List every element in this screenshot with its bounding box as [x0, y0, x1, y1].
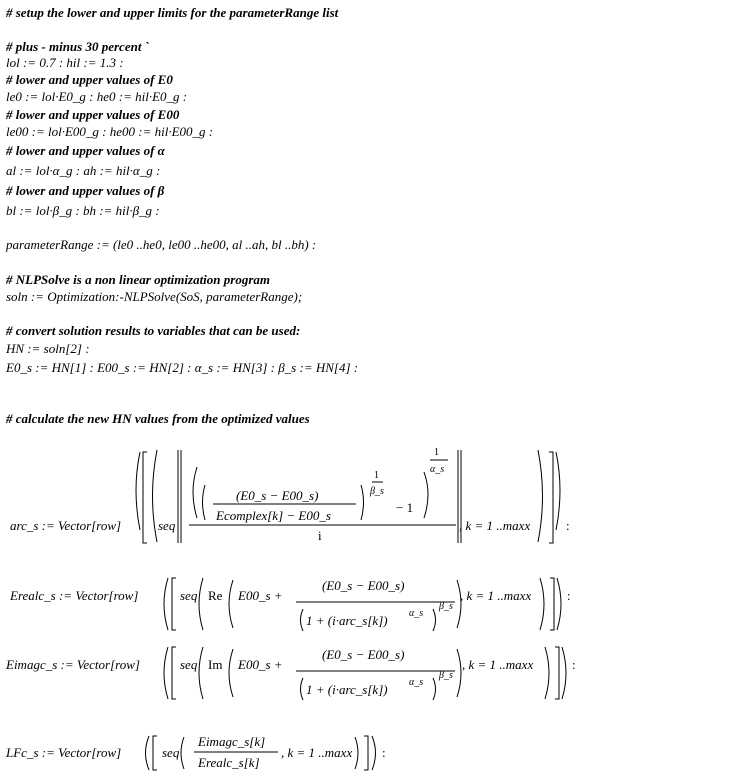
erealc-paren-close [557, 578, 561, 630]
eimagc-exp-beta: β_s [439, 670, 453, 681]
comment-e00: # lower and upper values of E00 [6, 107, 180, 122]
erealc-tail: : [567, 588, 571, 603]
code-parameter-range[interactable]: parameterRange := (le0 ..he0, le00 ..he00, al ..ah, bl ..bh) : [6, 237, 317, 252]
arc-seq-paren-close [538, 450, 543, 542]
lfc-bracket-open [153, 736, 157, 770]
erealc-exp-beta: β_s [439, 601, 453, 612]
erealc-re-paren-open [229, 580, 233, 628]
arc-exp-one-b: 1 [434, 447, 439, 458]
erealc-num: (E0_s − E00_s) [322, 578, 405, 593]
comment-alpha: # lower and upper values of α [6, 143, 165, 158]
eimagc-paren-open [164, 647, 168, 699]
comment-plus-minus: # plus - minus 30 percent ` [6, 39, 150, 54]
eimagc-den-paren-close [433, 678, 436, 700]
lfc-paren-close [372, 736, 376, 770]
eimagc-im-paren-close [457, 649, 461, 697]
erealc-den-paren-close [433, 609, 436, 631]
code-al-ah[interactable]: al := lol·α_g : ah := hil·α_g : [6, 163, 161, 178]
comment-convert: # convert solution results to variables that can be used: [6, 323, 301, 338]
erealc-range: , k = 1 ..maxx [460, 588, 532, 603]
lfc-den: Erealc_s[k] [198, 755, 260, 770]
arc-seq-paren-open [153, 450, 158, 542]
erealc-lhs: Erealc_s := Vector[row] [10, 588, 139, 603]
arc-inner-paren-close [424, 472, 428, 518]
eimagc-range: , k = 1 ..maxx [462, 657, 534, 672]
arc-lhs: arc_s := Vector[row] [10, 518, 122, 533]
erealc-seq: seq [180, 588, 198, 603]
arc-bracket-close [549, 452, 553, 543]
comment-beta: # lower and upper values of β [6, 183, 165, 198]
arc-frac-paren-close [361, 485, 364, 520]
eimagc-exp-alpha: α_s [409, 677, 424, 688]
eimagc-seq-paren-close [545, 647, 549, 699]
eimagc-seq: seq [180, 657, 198, 672]
eimagc-num: (E0_s − E00_s) [322, 647, 405, 662]
eimagc-seq-paren-open [199, 647, 203, 699]
comment-setup-limits: # setup the lower and upper limits for the parameterRange list [6, 5, 339, 20]
arc-tail: : [566, 518, 570, 533]
eimagc-lhs: Eimagc_s := Vector[row] [6, 657, 140, 672]
eimagc-im-paren-open [229, 649, 233, 697]
lfc-lhs: LFc_s := Vector[row] [6, 745, 122, 760]
comment-e0: # lower and upper values of E0 [6, 72, 173, 87]
arc-inner-num: (E0_s − E00_s) [236, 488, 319, 503]
erealc-paren-open [164, 578, 168, 630]
erealc-den-paren-open [301, 609, 304, 631]
erealc-fn: Re [208, 588, 223, 603]
lfc-seq: seq [162, 745, 180, 760]
arc-inner-den: Ecomplex[k] − E00_s [216, 508, 331, 523]
arc-frac-paren-open [203, 485, 206, 520]
comment-nlpsolve: # NLPSolve is a non linear optimization program [6, 272, 271, 287]
lfc-paren-open [146, 736, 150, 770]
erealc-den: 1 + (i·arc_s[k]) [306, 613, 388, 628]
erealc-exp-alpha: α_s [409, 608, 424, 619]
lfc-num: Eimagc_s[k] [198, 734, 266, 749]
arc-bracket-open [143, 452, 147, 543]
code-le00-he00[interactable]: le00 := lol·E00_g : he00 := hil·E00_g : [6, 124, 214, 139]
erealc-bracket-open [172, 578, 176, 630]
erealc-re-paren-close [457, 580, 461, 628]
lfc-tail: : [382, 745, 386, 760]
arc-exp-alpha: α_s [430, 464, 445, 475]
arc-exp-beta: β_s [370, 486, 384, 497]
eimagc-bracket-open [172, 647, 176, 699]
arc-seq: seq [158, 518, 176, 533]
arc-paren-open [136, 452, 140, 530]
arc-denom: i [318, 528, 322, 543]
eimagc-lead: E00_s + [238, 657, 283, 672]
eimagc-paren-close [562, 647, 566, 699]
lfc-bracket-close [364, 736, 368, 770]
eimagc-fn: Im [208, 657, 223, 672]
lfc-range: , k = 1 ..maxx [281, 745, 353, 760]
erealc-lead: E00_s + [238, 588, 283, 603]
code-hn[interactable]: HN := soln[2] : [6, 341, 90, 356]
arc-range: , k = 1 ..maxx [459, 518, 531, 533]
arc-paren-close [556, 452, 560, 530]
lfc-seq-paren-close [355, 737, 358, 769]
lfc-seq-paren-open [181, 737, 184, 769]
eimagc-den-paren-open [301, 678, 304, 700]
erealc-seq-paren-close [540, 578, 544, 630]
comment-calculate: # calculate the new HN values from the optimized values [6, 411, 310, 426]
arc-exp-one: 1 [374, 470, 379, 481]
eimagc-tail: : [572, 657, 576, 672]
code-lol-hil[interactable]: lol := 0.7 : hil := 1.3 : [6, 55, 124, 70]
code-le0-he0[interactable]: le0 := lol·E0_g : he0 := hil·E0_g : [6, 89, 188, 104]
erealc-bracket-close [550, 578, 554, 630]
eimagc-den: 1 + (i·arc_s[k]) [306, 682, 388, 697]
code-bl-bh[interactable]: bl := lol·β_g : bh := hil·β_g : [6, 203, 160, 218]
code-soln[interactable]: soln := Optimization:-NLPSolve(SoS, parameterRange); [6, 289, 303, 304]
arc-inner-paren-open [193, 467, 197, 518]
eimagc-bracket-close [555, 647, 559, 699]
code-assign-params[interactable]: E0_s := HN[1] : E00_s := HN[2] : α_s := HN[3] : β_s := HN[4] : [6, 360, 359, 375]
arc-minus-one: − 1 [396, 500, 414, 515]
erealc-seq-paren-open [199, 578, 203, 630]
